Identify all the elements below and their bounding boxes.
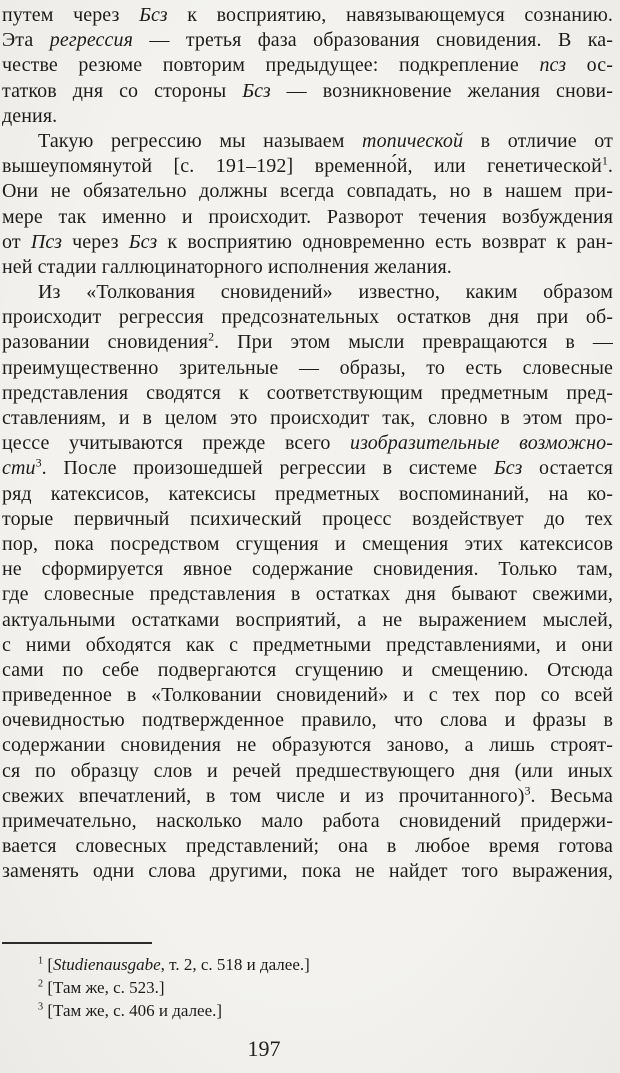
- text-line: [2, 784, 613, 809]
- text-block: [2, 3, 613, 885]
- text-line: [2, 708, 613, 733]
- text-line: [2, 330, 613, 355]
- page-number: 197: [247, 1036, 281, 1061]
- text-line: [2, 582, 613, 607]
- text-segment: актуальными остатками восприятий, а не выражением мыслей,: [2, 608, 613, 631]
- text-line: [2, 608, 613, 633]
- text-line: [2, 683, 613, 708]
- text-segment: Такую регрессию мы называем: [38, 129, 363, 152]
- footnote-separator: [2, 942, 152, 944]
- text-segment: татков дня со стороны: [2, 79, 243, 102]
- text-line: [2, 431, 613, 456]
- text-segment: . Весьма: [530, 784, 613, 807]
- text-line: [2, 230, 613, 255]
- text-line: [2, 507, 613, 532]
- text-segment: примечательно, насколько мало работа сновидений придержи-: [2, 810, 613, 832]
- text-line: [2, 255, 613, 280]
- text-line: [2, 53, 613, 78]
- footnote: [38, 953, 613, 976]
- text-segment: торые первичный психический процесс воздействует до тех: [2, 507, 613, 530]
- text-segment: регрессия: [49, 29, 133, 52]
- text-line: [2, 3, 613, 28]
- text-segment: к восприятию одновременно есть возврат к ран-: [157, 230, 613, 253]
- text-line: [2, 456, 613, 481]
- text-segment: где словесные представления в остатках дня бывают свежими,: [2, 583, 613, 606]
- text-segment: Из «Толкования сновидений» известно, каким образом: [38, 281, 613, 304]
- text-segment: ней стадии галлюцинаторного исполнения желания.: [2, 255, 452, 278]
- text-segment: Они не обязательно должны всегда совпадать, но в нашем при-: [2, 180, 613, 203]
- footnote-marker: 2: [38, 978, 44, 990]
- text-segment: свежих впечатлений, в том числе и из прочитанного): [2, 784, 525, 807]
- text-segment: ос-: [566, 54, 613, 77]
- text-segment: вышеупомянутой [с. 191–192] временно́й, или генетической: [2, 155, 602, 178]
- text-segment: очевидностью подтвержденное правило, что слова и фразы в: [2, 709, 613, 732]
- text-segment: . При этом мысли превращаются в —: [214, 331, 613, 354]
- text-line: [2, 658, 613, 683]
- text-segment: Бсз: [242, 79, 271, 102]
- text-segment: Бсз: [139, 4, 168, 26]
- text-line: [2, 633, 613, 658]
- text-line: [2, 809, 613, 834]
- text-segment: мере так именно и происходит. Разворот течения возбуждения: [2, 205, 613, 228]
- text-segment: ставлениям, и в целом это происходит так, словно в этом про-: [2, 407, 613, 429]
- text-segment: честве резюме повторим предыдущее: подкрепление: [2, 54, 540, 77]
- text-segment: содержании сновидения не образуются заново, а лишь строят-: [2, 734, 613, 757]
- text-line: [2, 79, 613, 104]
- footnote: [38, 999, 613, 1022]
- text-line: [2, 532, 613, 557]
- text-segment: изобразительные возможно-: [350, 432, 613, 455]
- text-segment: цессе учитываются прежде всего: [2, 432, 351, 455]
- text-segment: Бсз: [128, 230, 158, 253]
- text-segment: ряд катексисов, катексисы предметных воспоминаний, на ко-: [2, 482, 613, 505]
- text-segment: к восприятию, навязывающемуся сознанию.: [167, 4, 613, 26]
- text-line: [2, 129, 613, 154]
- text-segment: псз: [539, 54, 567, 77]
- text-segment: Эта: [2, 29, 50, 52]
- text-segment: [Там же, с. 523.]: [43, 978, 165, 997]
- text-segment: происходит регрессия предсознательных остатков дня при об-: [2, 306, 613, 329]
- text-segment: вается словесных представлений; она в любое время готова: [2, 835, 613, 858]
- footnote-marker: 1: [601, 154, 608, 168]
- text-segment: ся по образцу слов и речей предшествующего дня (или иных: [2, 759, 613, 782]
- text-line: [2, 154, 613, 179]
- text-segment: приведенное в «Толковании сновидений» и с тех пор со всей: [2, 684, 613, 707]
- text-segment: в отличие от: [463, 129, 613, 152]
- text-segment: . После произошедшей регрессии в системе: [41, 457, 494, 480]
- text-line: [2, 557, 613, 582]
- text-segment: топической: [362, 129, 464, 152]
- text-line: [2, 356, 613, 381]
- text-line: [2, 179, 613, 204]
- text-segment: Псз: [30, 230, 62, 253]
- text-line: [2, 305, 613, 330]
- text-segment: — третья фаза образования сновидения. В ка-: [133, 29, 613, 52]
- footnote-marker: 3: [35, 456, 42, 470]
- text-segment: .: [607, 155, 613, 178]
- text-segment: дения.: [2, 104, 58, 127]
- footnotes: [2, 953, 613, 1022]
- text-segment: с ними обходятся как с предметными представлениями, и они: [2, 633, 613, 656]
- text-segment: остается: [522, 457, 613, 480]
- text-segment: сами по себе подвергаются сгущению и смещению. Отсюда: [2, 658, 613, 681]
- text-segment: преимущественно зрительные — образы, то есть словесные: [2, 356, 613, 379]
- text-segment: представления сводятся к соответствующим предметным пред-: [2, 381, 613, 404]
- text-segment: не сформируется явное содержание сновидения. Только там,: [2, 558, 613, 581]
- text-line: [2, 104, 613, 129]
- text-line: [2, 759, 613, 784]
- footnote-marker: 3: [38, 1001, 44, 1013]
- text-segment: заменять одни слова другими, пока не найдет того выражения,: [2, 860, 613, 883]
- footnote: [38, 976, 613, 999]
- footnote-marker: 1: [38, 955, 44, 967]
- text-segment: — возникновение желания снови-: [270, 79, 613, 102]
- text-segment: пор, пока посредством сгущения и смещения этих катексисов: [2, 532, 613, 555]
- text-line: [2, 859, 613, 884]
- text-segment: через: [62, 230, 129, 253]
- text-line: [2, 733, 613, 758]
- text-line: [2, 28, 613, 53]
- text-line: [2, 482, 613, 507]
- text-line: [2, 406, 613, 431]
- text-line: [2, 280, 613, 305]
- text-segment: путем через: [2, 4, 140, 26]
- footnote-marker: 3: [524, 783, 531, 798]
- text-segment: [Там же, с. 406 и далее.]: [43, 1001, 223, 1020]
- text-segment: Studienausgabe: [53, 955, 161, 974]
- text-line: [2, 205, 613, 230]
- text-segment: от: [2, 230, 31, 253]
- footnote-marker: 2: [208, 330, 215, 344]
- text-segment: [: [43, 955, 54, 974]
- text-segment: сти: [2, 457, 36, 480]
- text-segment: разовании сновидения: [2, 331, 209, 354]
- text-line: [2, 834, 613, 859]
- text-segment: , т. 2, с. 518 и далее.]: [160, 955, 310, 974]
- text-segment: Бсз: [493, 457, 523, 480]
- text-line: [2, 381, 613, 406]
